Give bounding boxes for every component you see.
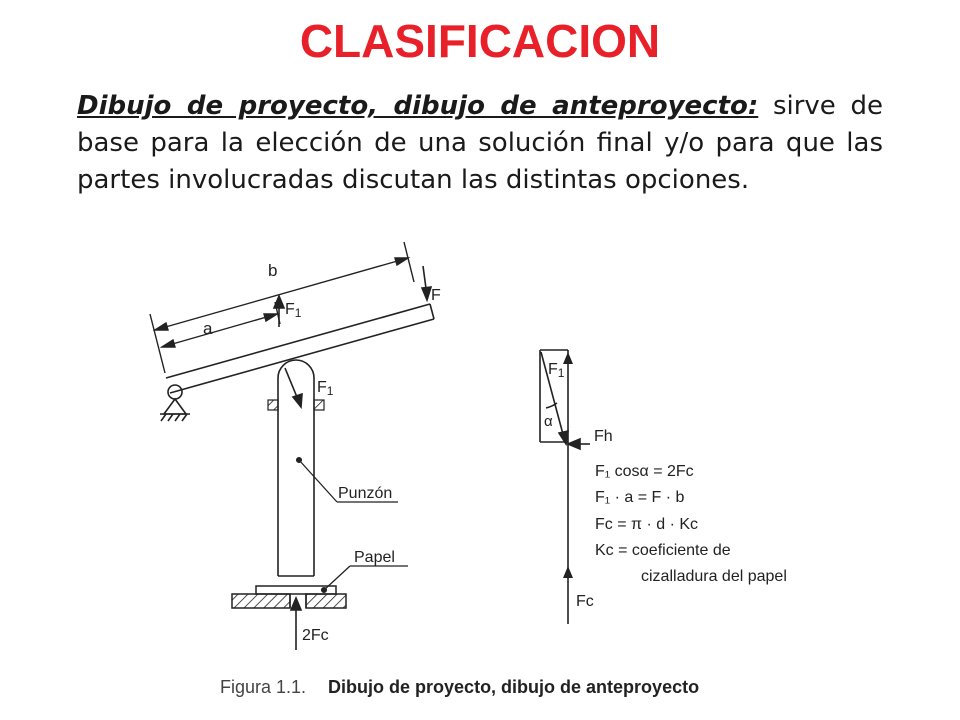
dimension-a (162, 302, 280, 347)
caption-number: Figura 1.1. (220, 677, 307, 697)
label-tri-f1: F1 (548, 361, 565, 380)
paper-and-die (232, 586, 346, 608)
arrow-f (422, 266, 431, 300)
label-f1-top: F1 (285, 301, 302, 320)
arrow-2fc (291, 598, 301, 650)
punch-body (278, 360, 314, 576)
force-triangle (540, 350, 568, 624)
label-fh: Fh (594, 428, 613, 445)
pivot-support (160, 385, 190, 421)
slide-title: CLASIFICACION (299, 15, 661, 67)
label-alpha: α (544, 413, 553, 430)
label-f1-punch: F1 (317, 379, 334, 398)
equations (595, 463, 787, 585)
guide-bushing-left (268, 400, 278, 410)
caption-text: Dibujo de proyecto, dibujo de anteproyecto (328, 677, 700, 697)
arrow-fc (563, 566, 573, 578)
guide-bushing-right (314, 400, 324, 410)
label-2fc: 2Fc (302, 627, 329, 644)
equation-2: F₁ · a = F · b (595, 489, 685, 506)
arrow-triangle-top (563, 352, 573, 364)
body-text: sirve de base para la elección de una solución final y/o para que las partes involucradas discutan las distintas opciones. (77, 91, 883, 195)
equation-1: F₁ cosα = 2Fc (595, 463, 694, 480)
figure-caption (220, 677, 820, 698)
label-papel: Papel (354, 549, 395, 566)
body-term: Dibujo de proyecto, dibujo de anteproyecto: (77, 91, 759, 121)
arrow-f1-punch (285, 368, 302, 407)
label-f: F (431, 287, 441, 304)
label-a: a (203, 319, 213, 338)
equation-4: Kc = coeficiente de (595, 542, 731, 559)
equation-5: cizalladura del papel (641, 568, 787, 585)
arrow-f1-top (274, 296, 284, 327)
equation-3: Fc = π · d · Kc (595, 516, 699, 533)
label-b: b (268, 261, 278, 280)
arrow-fh (568, 439, 590, 449)
label-punzon: Punzón (338, 485, 393, 502)
label-fc: Fc (576, 593, 594, 610)
